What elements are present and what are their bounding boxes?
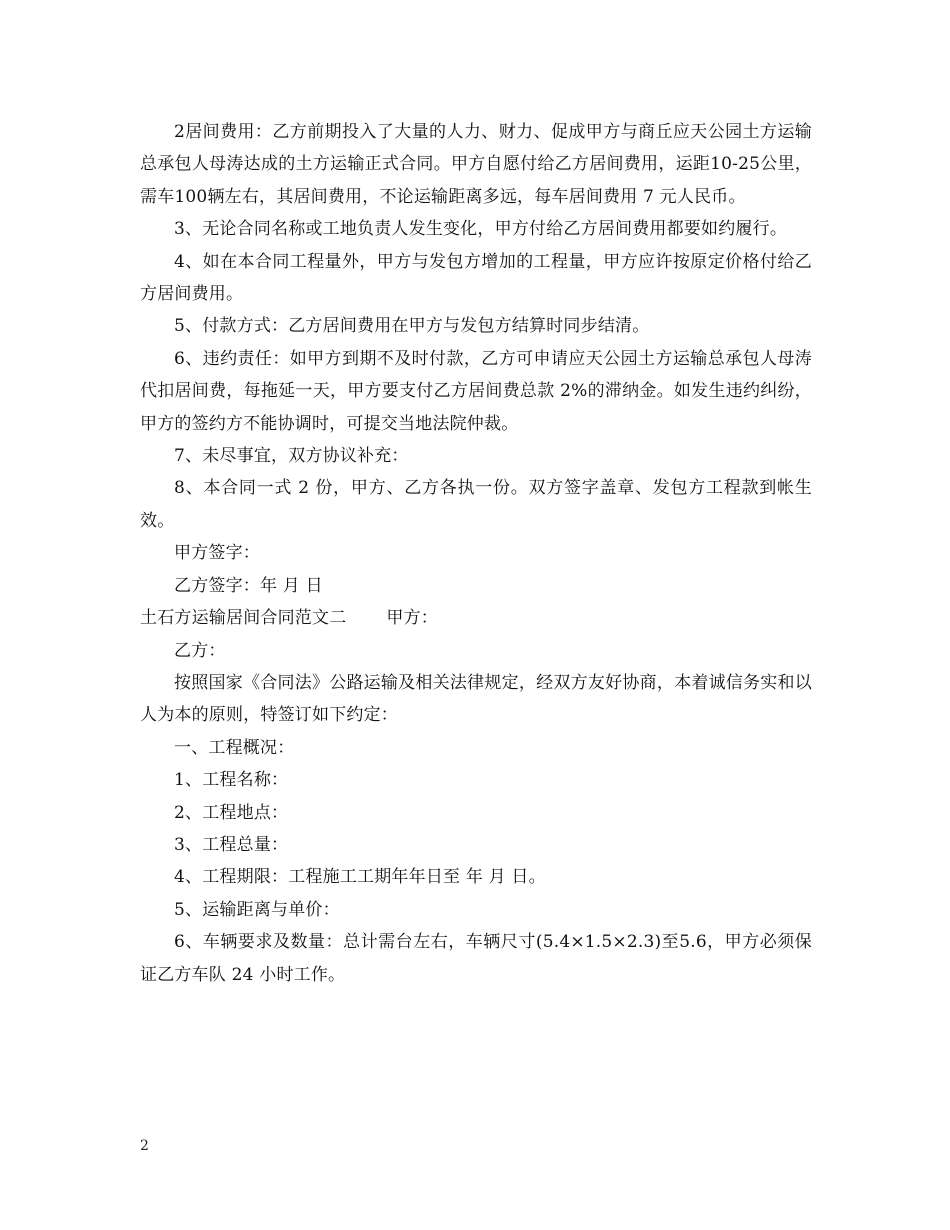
party-b-signature: 乙方签字：年 月 日 <box>174 575 323 596</box>
section-title-line <box>140 602 812 634</box>
item-project-location: 2、工程地点： <box>174 802 289 823</box>
item-project-quantity: 3、工程总量： <box>174 834 289 855</box>
item-distance-price: 5、运输距离与单价： <box>174 899 340 920</box>
document-body <box>140 116 812 991</box>
party-a-signature: 甲方签字： <box>174 543 260 564</box>
item-project-name: 1、工程名称： <box>174 770 289 791</box>
item-vehicle-requirements: 6、车辆要求及数量：总计需台左右，车辆尺寸(5.4×1.5×2.3)至5.6，甲方必须保证乙方车队 24 小时工作。 <box>140 932 812 985</box>
paragraph-legal-basis: 按照国家《合同法》公路运输及相关法律规定，经双方友好协商，本着诚信务实和以人为本的原则，特签订如下约定： <box>140 672 812 726</box>
paragraph-intermediary-fee: 2居间费用：乙方前期投入了大量的人力、财力、促成甲方与商丘应天公园土方运输总承包人母涛达成的土方运输正式合同。甲方自愿付给乙方居间费用，运距10-25公里，需车100辆左右，其居间费用，不论运输距离多远，每车居间费用 7 元人民币。 <box>140 122 812 207</box>
party-a-label: 甲方： <box>386 608 439 629</box>
section-title: 土石方运输居间合同范文二 <box>140 608 347 629</box>
paragraph-breach-liability: 6、违约责任：如甲方到期不及时付款，乙方可申请应天公园土方运输总承包人母涛代扣居间费，每拖延一天，甲方要支付乙方居间费总款 2%的滞纳金。如发生违约纠纷，甲方的签约方不能协调时，可提交当地法院仲裁。 <box>140 348 812 434</box>
paragraph-extra-work: 4、如在本合同工程量外，甲方与发包方增加的工程量，甲方应许按原定价格付给乙方居间费用。 <box>140 251 812 305</box>
item-project-period: 4、工程期限：工程施工工期年年日至 年 月 日。 <box>174 867 546 888</box>
heading-project-overview: 一、工程概况： <box>174 737 295 758</box>
party-b-label: 乙方： <box>174 640 226 661</box>
paragraph-copies: 8、本合同一式 2 份，甲方、乙方各执一份。双方签字盖章、发包方工程款到帐生效。 <box>140 478 812 531</box>
paragraph-payment-method: 5、付款方式：乙方居间费用在甲方与发包方结算时同步结清。 <box>174 316 650 337</box>
paragraph-supplement: 7、未尽事宜，双方协议补充： <box>174 446 409 467</box>
paragraph-contract-change: 3、无论合同名称或工地负责人发生变化，甲方付给乙方居间费用都要如约履行。 <box>174 219 788 240</box>
page-number: 2 <box>140 1138 149 1154</box>
